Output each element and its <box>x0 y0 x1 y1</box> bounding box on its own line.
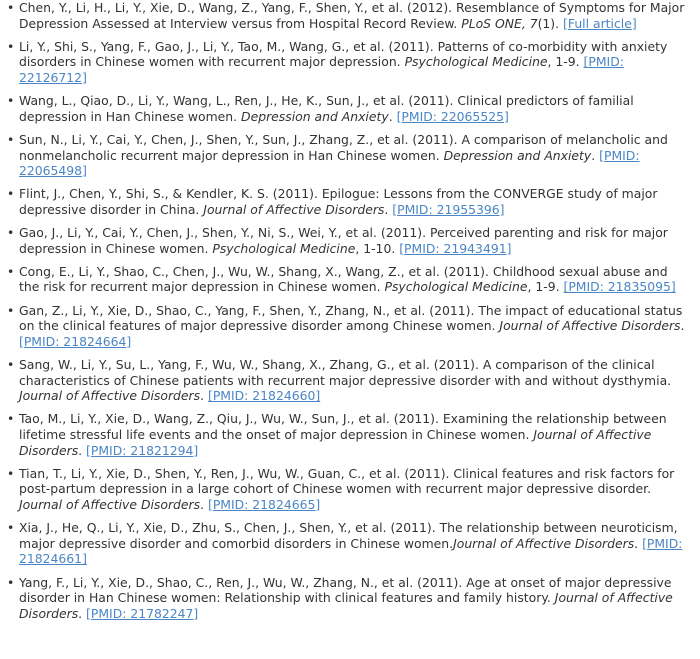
reference-journal: Psychological Medicine <box>384 279 528 295</box>
reference-journal: Journal of Affective Disorders <box>203 201 385 217</box>
pmid-link[interactable]: [PMID: 21782247] <box>86 605 199 621</box>
reference-detail: . <box>200 388 208 404</box>
reference-citation: Sang, W., Li, Y., Su, L., Yang, F., Wu, W., Shang, X., Zhang, G., et al. (2011). A comparison of the clinical characteristics of Chinese patients with recurrent major depressive disorder with and without dysthymia. <box>19 357 672 388</box>
reference-item <box>5 466 690 513</box>
reference-detail: . <box>78 605 87 621</box>
reference-item <box>5 186 690 217</box>
pmid-link[interactable]: [PMID: 21824660] <box>207 388 321 404</box>
reference-journal: Depression and Anxiety <box>443 147 592 163</box>
reference-detail: . <box>591 147 600 163</box>
reference-citation: Tao, M., Li, Y., Xie, D., Wang, Z., Qiu, J., Wu, W., Sun, J., et al. (2011). Examining the relationship between lifetime stressful life events and the onset of major depression in Chinese women. <box>19 411 667 442</box>
reference-item <box>5 0 690 31</box>
pmid-link[interactable]: [PMID: 21824664] <box>19 333 132 349</box>
pmid-link[interactable]: [PMID: 22126712] <box>19 54 624 85</box>
reference-citation: Flint, J., Chen, Y., Shi, S., & Kendler, K. S. (2011). Epilogue: Lessons from the CONVERGE study of major depressive disorder in China. <box>19 186 658 217</box>
reference-journal: Depression and Anxiety <box>241 108 389 124</box>
reference-citation: Wang, L., Qiao, D., Li, Y., Wang, L., Ren, J., He, K., Sun, J., et al. (2011). Clinical predictors of familial depression in Han Chinese women. <box>19 93 634 124</box>
reference-journal: Journal of Affective Disorders <box>499 318 681 334</box>
reference-item <box>5 575 690 622</box>
reference-citation: Tian, T., Li, Y., Xie, D., Shen, Y., Ren, J., Wu, W., Guan, C., et al. (2011). Clinical features and risk factors for post-partum depression in a large cohort of Chinese women with recurrent major depressive disorder. <box>19 465 675 497</box>
reference-detail: . <box>634 535 643 551</box>
reference-detail: , 1-9. <box>527 279 564 295</box>
reference-citation: Xia, J., He, Q., Li, Y., Xie, D., Zhu, S., Chen, J., Shen, Y., et al. (2011). The relationship between neuroticism, major depressive disorder and comorbid disorders in Chinese women. <box>19 520 678 551</box>
reference-item <box>5 411 690 458</box>
reference-journal: Journal of Affective Disorders <box>19 590 673 621</box>
reference-item <box>5 303 690 350</box>
pmid-link[interactable]: [PMID: 21824661] <box>19 535 683 567</box>
reference-item <box>5 132 690 179</box>
reference-item <box>5 225 690 256</box>
pmid-link[interactable]: [PMID: 21824665] <box>207 496 321 512</box>
reference-detail: , 1-10. <box>355 240 400 256</box>
reference-journal: PLoS ONE, 7 <box>461 15 538 31</box>
pmid-link[interactable]: [PMID: 21955396] <box>392 201 505 217</box>
pmid-link[interactable]: [PMID: 22065498] <box>19 147 640 179</box>
reference-item <box>5 93 690 124</box>
full-article-link[interactable]: [Full article] <box>563 15 637 31</box>
reference-citation: Chen, Y., Li, H., Li, Y., Xie, D., Wang, Z., Yang, F., Shen, Y., et al. (2012). Resemblance of Symptoms for Major Depression Assessed at Interview versus from Hospital Record Review. <box>19 0 685 31</box>
reference-detail: . <box>200 496 208 512</box>
reference-detail: . <box>78 442 87 458</box>
reference-detail: . <box>388 108 397 124</box>
reference-journal: Psychological Medicine <box>212 240 356 256</box>
reference-detail: . <box>680 318 685 334</box>
pmid-link[interactable]: [PMID: 21835095] <box>563 279 676 295</box>
reference-citation: Yang, F., Li, Y., Xie, D., Shao, C., Ren, J., Wu, W., Zhang, N., et al. (2011). Age at onset of major depressive disorder in Han Chinese women: Relationship with clinical features and family history. <box>19 574 672 606</box>
pmid-link[interactable]: [PMID: 21821294] <box>86 442 199 458</box>
reference-citation: Gan, Z., Li, Y., Xie, D., Shao, C., Yang, F., Shen, Y., Zhang, N., et al. (2011). The impact of educational status on the clinical features of major depressive disorder among Chinese women. <box>19 302 683 334</box>
reference-item <box>5 520 690 567</box>
reference-journal: Journal of Affective Disorders <box>19 496 201 512</box>
pmid-link[interactable]: [PMID: 22065525] <box>396 108 509 124</box>
pmid-link[interactable]: [PMID: 21943491] <box>399 240 512 256</box>
reference-journal: Psychological Medicine <box>404 54 548 70</box>
reference-detail: . <box>384 201 393 217</box>
reference-item <box>5 39 690 86</box>
reference-detail: (1). <box>537 15 564 31</box>
reference-item <box>5 264 690 295</box>
reference-detail: , 1-9. <box>547 54 584 70</box>
reference-journal: Journal of Affective Disorders <box>19 427 652 458</box>
reference-citation: Cong, E., Li, Y., Shao, C., Chen, J., Wu, W., Shang, X., Wang, Z., et al. (2011). Childhood sexual abuse and the risk for recurrent major depression in Chinese women. <box>19 263 668 295</box>
reference-journal: Journal of Affective Disorders <box>453 535 635 551</box>
reference-citation: Gao, J., Li, Y., Cai, Y., Chen, J., Shen, Y., Ni, S., Wei, Y., et al. (2011). Perceived parenting and risk for major depression in Chinese women. <box>19 225 668 256</box>
reference-citation: Li, Y., Shi, S., Yang, F., Gao, J., Li, Y., Tao, M., Wang, G., et al. (2011). Patterns of co-morbidity with anxiety disorders in Chinese women with recurrent major depression. <box>19 38 668 70</box>
reference-citation: Sun, N., Li, Y., Cai, Y., Chen, J., Shen, Y., Sun, J., Zhang, Z., et al. (2011). A comparison of melancholic and nonmelancholic recurrent major depression in Han Chinese women. <box>19 131 668 163</box>
reference-item <box>5 357 690 404</box>
reference-journal: Journal of Affective Disorders <box>19 388 201 404</box>
